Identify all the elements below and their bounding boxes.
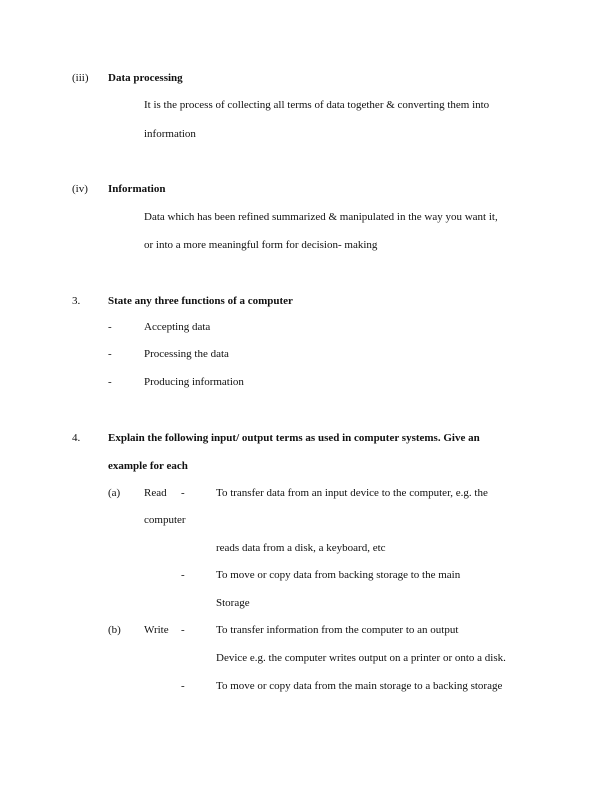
sub-label: (a) <box>108 487 121 499</box>
question-number: 4. <box>72 432 81 444</box>
definition-line: To move or copy data from the main storage to a backing storage <box>216 680 503 692</box>
definition-line: Storage <box>216 597 250 609</box>
section-label: (iv) <box>72 183 88 195</box>
term: Read <box>144 487 167 499</box>
dash: - <box>181 680 185 692</box>
section-heading: Information <box>108 183 166 195</box>
definition-line: reads data from a disk, a keyboard, etc <box>216 542 386 554</box>
question-heading: Explain the following input/ output terms as used in computer systems. Give an <box>108 432 480 444</box>
paragraph-line: information <box>144 128 196 140</box>
question-heading: State any three functions of a computer <box>108 295 293 307</box>
question-number: 3. <box>72 295 81 307</box>
dash: - <box>181 569 185 581</box>
paragraph-line: Data which has been refined summarized & manipulated in the way you want it, <box>144 211 498 223</box>
definition-line: To move or copy data from backing storage to the main <box>216 569 461 581</box>
paragraph-line: or into a more meaningful form for decision- making <box>144 239 378 251</box>
sub-label: (b) <box>108 624 121 636</box>
bullet-dash: - <box>108 376 112 388</box>
definition-line: To transfer information from the computer to an output <box>216 624 459 636</box>
section-heading: Data processing <box>108 72 183 84</box>
list-item: Accepting data <box>144 321 211 333</box>
definition-line: Device e.g. the computer writes output on a printer or onto a disk. <box>216 652 506 664</box>
list-item: Producing information <box>144 376 244 388</box>
bullet-dash: - <box>108 348 112 360</box>
dash: - <box>181 487 185 499</box>
bullet-dash: - <box>108 321 112 333</box>
term: Write <box>144 624 169 636</box>
dash: - <box>181 624 185 636</box>
question-heading: example for each <box>108 460 188 472</box>
definition-line: computer <box>144 514 186 526</box>
section-label: (iii) <box>72 72 89 84</box>
paragraph-line: It is the process of collecting all terms of data together & converting them into <box>144 99 490 111</box>
list-item: Processing the data <box>144 348 229 360</box>
definition-line: To transfer data from an input device to the computer, e.g. the <box>216 487 488 499</box>
